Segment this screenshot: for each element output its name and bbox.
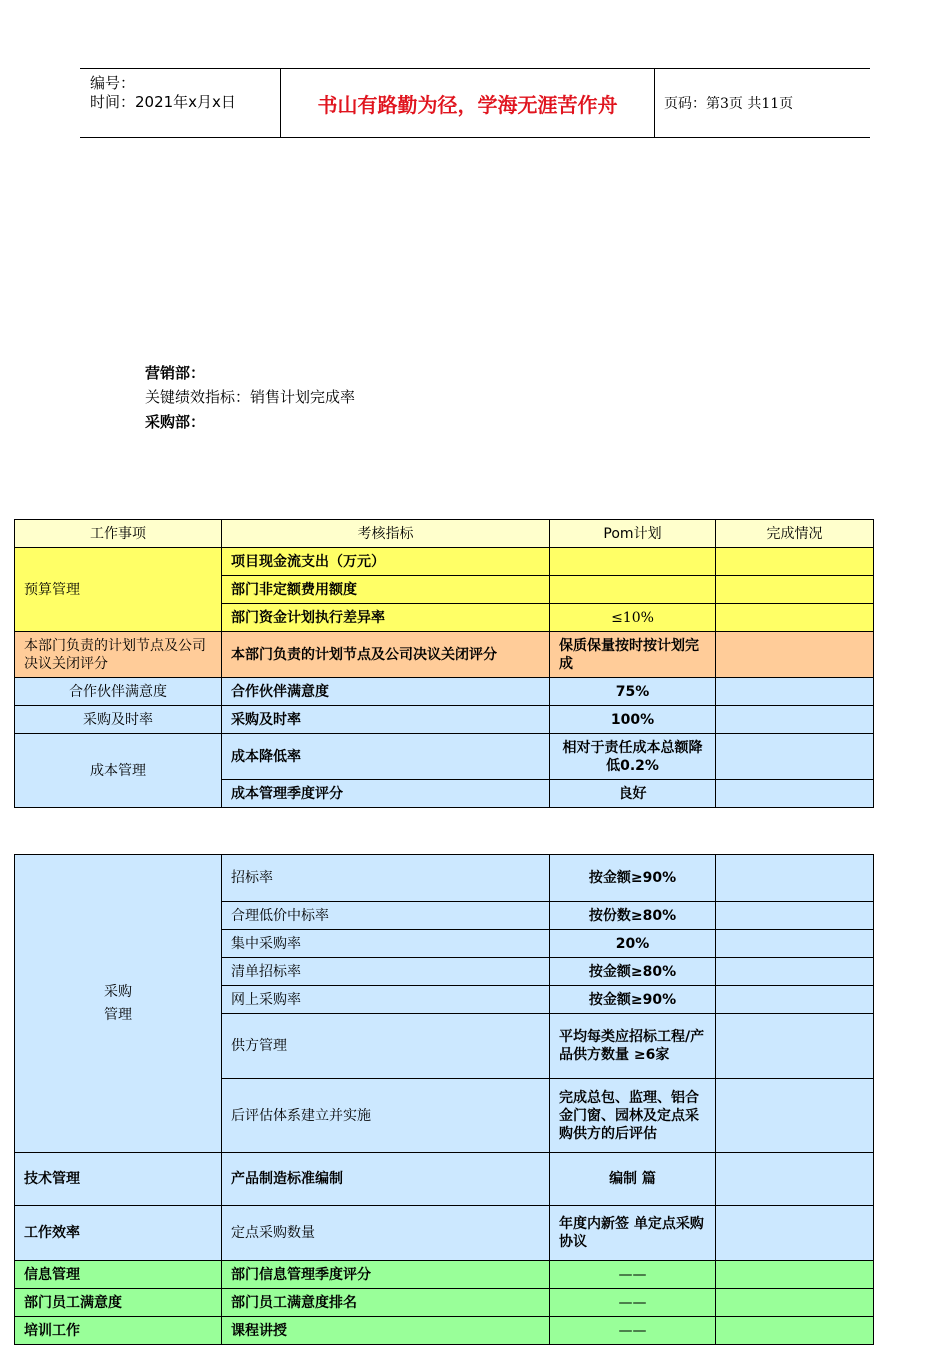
status-cell bbox=[716, 958, 874, 986]
header-plan: Pom计划 bbox=[550, 520, 716, 548]
plan-cell: 相对于责任成本总额降低0.2% bbox=[550, 734, 716, 780]
indicator-cell: 部门员工满意度排名 bbox=[222, 1289, 550, 1317]
table-row bbox=[15, 548, 874, 576]
page-number: 页码：第3页 共11页 bbox=[664, 96, 794, 112]
table-row bbox=[15, 706, 874, 734]
plan-cell: ≤10% bbox=[550, 604, 716, 632]
work-item-cell: 采购及时率 bbox=[15, 706, 222, 734]
status-cell bbox=[716, 734, 874, 780]
work-item-cell: 培训工作 bbox=[15, 1317, 222, 1345]
status-cell bbox=[716, 1206, 874, 1261]
status-cell bbox=[716, 986, 874, 1014]
marketing-kpi: 关键绩效指标：销售计划完成率 bbox=[145, 388, 356, 406]
status-cell bbox=[716, 576, 874, 604]
table-row bbox=[15, 1153, 874, 1206]
plan-cell: —— bbox=[550, 1317, 716, 1345]
plan-cell: 完成总包、监理、铝合金门窗、园林及定点采购供方的后评估 bbox=[550, 1079, 716, 1153]
status-cell bbox=[716, 1289, 874, 1317]
indicator-cell: 产品制造标准编制 bbox=[222, 1153, 550, 1206]
plan-cell: 保质保量按时按计划完成 bbox=[550, 632, 716, 678]
status-cell bbox=[716, 1261, 874, 1289]
plan-cell: 按金额≥80% bbox=[550, 958, 716, 986]
kpi-table-2 bbox=[14, 854, 874, 1345]
indicator-cell: 清单招标率 bbox=[222, 958, 550, 986]
plan-cell: 良好 bbox=[550, 780, 716, 808]
plan-cell: 20% bbox=[550, 930, 716, 958]
document-time: 时间：2021年x月x日 bbox=[90, 93, 236, 111]
indicator-cell: 合作伙伴满意度 bbox=[222, 678, 550, 706]
header-motto-cell bbox=[281, 69, 655, 137]
plan-cell: 75% bbox=[550, 678, 716, 706]
status-cell bbox=[716, 604, 874, 632]
indicator-cell: 合理低价中标率 bbox=[222, 902, 550, 930]
indicator-cell: 集中采购率 bbox=[222, 930, 550, 958]
plan-cell: 年度内新签 单定点采购协议 bbox=[550, 1206, 716, 1261]
table-row bbox=[15, 1261, 874, 1289]
plan-cell: 按份数≥80% bbox=[550, 902, 716, 930]
table-row bbox=[15, 1289, 874, 1317]
work-item-cell: 采购 管理 bbox=[15, 855, 222, 1153]
indicator-cell: 成本降低率 bbox=[222, 734, 550, 780]
table-row bbox=[15, 1317, 874, 1345]
table-row bbox=[15, 632, 874, 678]
plan-cell: 平均每类应招标工程/产品供方数量 ≥6家 bbox=[550, 1014, 716, 1079]
status-cell bbox=[716, 678, 874, 706]
header-work-item: 工作事项 bbox=[15, 520, 222, 548]
indicator-cell: 部门信息管理季度评分 bbox=[222, 1261, 550, 1289]
header-meta bbox=[80, 69, 281, 137]
page-header bbox=[80, 68, 870, 138]
indicator-cell: 部门资金计划执行差异率 bbox=[222, 604, 550, 632]
marketing-title: 营销部： bbox=[145, 364, 206, 382]
status-cell bbox=[716, 780, 874, 808]
table-row bbox=[15, 678, 874, 706]
indicator-cell: 本部门负责的计划节点及公司决议关闭评分 bbox=[222, 632, 550, 678]
status-cell bbox=[716, 902, 874, 930]
indicator-cell: 课程讲授 bbox=[222, 1317, 550, 1345]
status-cell bbox=[716, 1153, 874, 1206]
indicator-cell: 招标率 bbox=[222, 855, 550, 902]
indicator-cell: 采购及时率 bbox=[222, 706, 550, 734]
document-number: 编号： bbox=[90, 74, 136, 92]
plan-cell: 100% bbox=[550, 706, 716, 734]
header-status: 完成情况 bbox=[716, 520, 874, 548]
plan-cell bbox=[550, 576, 716, 604]
table-row bbox=[15, 1206, 874, 1261]
status-cell bbox=[716, 548, 874, 576]
plan-cell bbox=[550, 548, 716, 576]
table-header-row bbox=[15, 520, 874, 548]
work-item-cell: 部门员工满意度 bbox=[15, 1289, 222, 1317]
indicator-cell: 部门非定额费用额度 bbox=[222, 576, 550, 604]
header-page-cell bbox=[655, 69, 870, 137]
indicator-cell: 后评估体系建立并实施 bbox=[222, 1079, 550, 1153]
status-cell bbox=[716, 930, 874, 958]
table-row bbox=[15, 855, 874, 902]
indicator-cell: 定点采购数量 bbox=[222, 1206, 550, 1261]
work-item-cell: 本部门负责的计划节点及公司决议关闭评分 bbox=[15, 632, 222, 678]
plan-cell: 编制 篇 bbox=[550, 1153, 716, 1206]
status-cell bbox=[716, 1317, 874, 1345]
work-item-cell: 预算管理 bbox=[15, 548, 222, 632]
indicator-cell: 网上采购率 bbox=[222, 986, 550, 1014]
status-cell bbox=[716, 1079, 874, 1153]
plan-cell: 按金额≥90% bbox=[550, 855, 716, 902]
plan-cell: —— bbox=[550, 1289, 716, 1317]
indicator-cell: 供方管理 bbox=[222, 1014, 550, 1079]
status-cell bbox=[716, 706, 874, 734]
indicator-cell: 项目现金流支出（万元） bbox=[222, 548, 550, 576]
purchasing-title: 采购部： bbox=[145, 413, 206, 431]
header-motto: 书山有路勤为径，学海无涯苦作舟 bbox=[317, 92, 618, 117]
kpi-table-1 bbox=[14, 519, 874, 808]
work-item-cell: 成本管理 bbox=[15, 734, 222, 808]
work-item-cell: 合作伙伴满意度 bbox=[15, 678, 222, 706]
plan-cell: —— bbox=[550, 1261, 716, 1289]
work-item-cell: 信息管理 bbox=[15, 1261, 222, 1289]
table-row bbox=[15, 734, 874, 780]
work-item-cell: 技术管理 bbox=[15, 1153, 222, 1206]
status-cell bbox=[716, 632, 874, 678]
work-item-cell: 工作效率 bbox=[15, 1206, 222, 1261]
plan-cell: 按金额≥90% bbox=[550, 986, 716, 1014]
header-indicator: 考核指标 bbox=[222, 520, 550, 548]
indicator-cell: 成本管理季度评分 bbox=[222, 780, 550, 808]
status-cell bbox=[716, 1014, 874, 1079]
status-cell bbox=[716, 855, 874, 902]
